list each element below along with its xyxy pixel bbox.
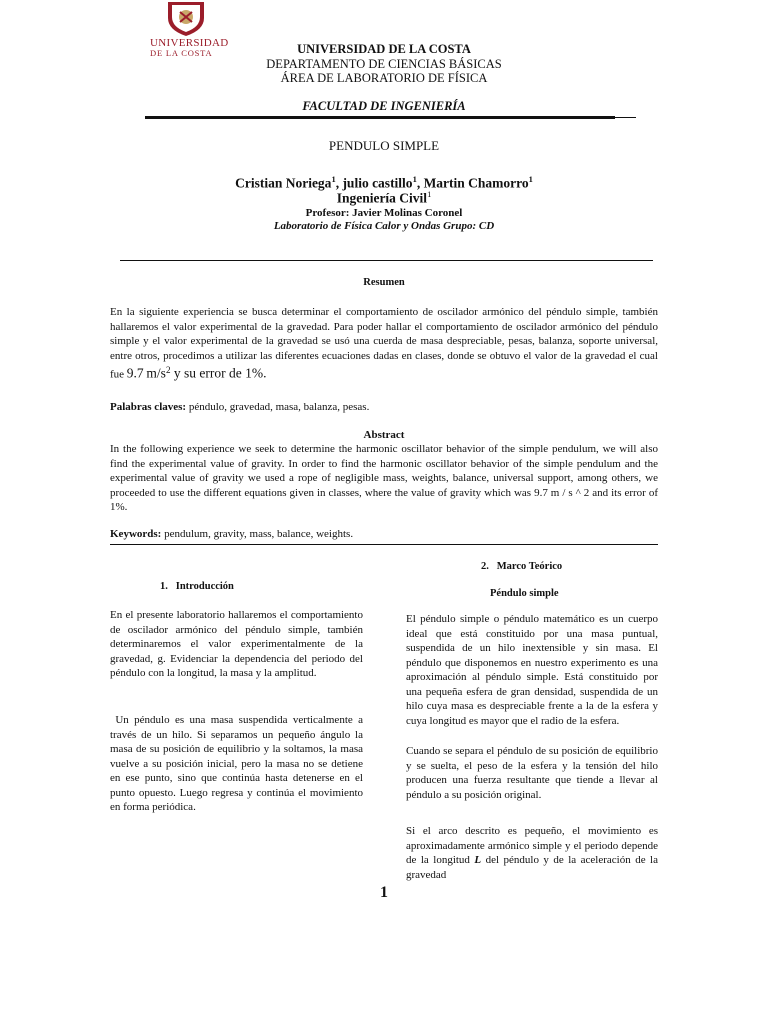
keywords-rule (110, 544, 658, 545)
keywords (110, 527, 658, 542)
abstract-heading: Abstract (363, 429, 405, 441)
marco-subheading: Péndulo simple (490, 588, 559, 599)
resumen-end: . (263, 365, 267, 381)
marco-p3-end: del péndulo y de la aceleración de la gravedad (406, 854, 658, 881)
career-name (0, 189, 768, 207)
career-label: Ingeniería Civil (336, 190, 428, 206)
author-affiliation: 1 (412, 174, 417, 184)
gravity-unit: m/s (146, 365, 166, 381)
resumen-middle: y su error de (170, 365, 246, 381)
gravity-value: 9.7 (126, 365, 144, 381)
marco-heading: 2. Marco Teórico (481, 561, 563, 572)
error-value: 1% (245, 365, 264, 381)
author-name: Cristian Noriega (235, 175, 332, 191)
intro-heading: 1. Introducción (160, 581, 234, 592)
resumen-heading: Resumen (363, 277, 405, 288)
gravity-unit-exponent: 2 (165, 365, 171, 375)
author-separator: , (335, 175, 343, 191)
author-affiliation: 1 (331, 174, 336, 184)
keywords-text: pendulum, gravity, mass, balance, weights. (161, 528, 354, 540)
abstract-text: In the following experience we seek to determine the harmonic oscillator behavior of the simple pendulum, we will also find the experimental value of gravity. In order to find the harmonic oscillator behavior of the simple pendulum and the experimental value of gravity we used a rope of negligible mass, weights, balance, universal support, among others, we proceeded to use the different equations given in classes, where the value of gravity which was 9.7 m / s ^ 2 and its error of 1%. (110, 443, 658, 513)
keywords-label: Keywords: (110, 528, 162, 540)
marco-paragraph-2: Cuando se separa el péndulo de su posición de equilibrio y se suelta, el peso de la esfera y la tensión del hilo producen una fuerza resultante que tiende a llevar al péndulo a su posición original. (406, 745, 658, 801)
faculty-name: FACULTAD DE INGENIERÍA (302, 99, 466, 113)
lab-group: Laboratorio de Física Calor y Ondas Grupo: CD (273, 220, 495, 232)
length-variable: L (474, 854, 482, 866)
title-rule (120, 260, 653, 261)
marco-paragraph-3 (406, 824, 658, 882)
paper-title: PENDULO SIMPLE (328, 138, 440, 153)
header-rule-tail (612, 117, 636, 118)
marco-p3-start: Si el arco descrito es pequeño, el movimiento es aproximadamente armónico simple y el periodo depende de la longitud (406, 825, 658, 866)
palabras-claves-label: Palabras claves: (110, 401, 187, 413)
resumen-text (110, 305, 658, 382)
department-name: DEPARTAMENTO DE CIENCIAS BÁSICAS (266, 57, 502, 71)
professor-name: Profesor: Javier Molinas Coronel (305, 207, 463, 219)
intro-paragraph-2: Un péndulo es una masa suspendida verticalmente a través de un hilo. Si separamos un pequeño ángulo la masa de su posición de equilibrio y la soltamos, la masa vuelve a su posición inicial, pero la masa no se detiene en ese punto, sino que continúa hasta detenerse en el punto opuesto. Luego regresa y continúa el movimiento en forma periódica. (110, 714, 363, 813)
header-rule (145, 116, 615, 119)
intro-paragraph-1: En el presente laboratorio hallaremos el comportamiento de oscilador armónico del péndulo simple, también determinaremos el valor experimentalmente de la gravedad, g. Evidenciar la dependencia del periodo del péndulo con la longitud, la masa y la amplitud. (110, 609, 363, 679)
resumen-body: En la siguiente experiencia se busca determinar el comportamiento de oscilador armónico del péndulo simple, también hallaremos el valor experimental de la gravedad. Para poder hallar el comportamiento de oscilador armónico del péndulo simple y el valor experimental de la gravedad se usó una cuerda de masa despreciable, pesas, balanza, soporte universal, entre otros, procedimos a utilizar las diferentes ecuaciones dadas en clases, donde se obtuvo el valor de la gravedad el cual fue (110, 306, 658, 381)
area-name: ÁREA DE LABORATORIO DE FÍSICA (280, 71, 488, 85)
logo-text-costa: DE LA COSTA (150, 48, 213, 58)
author-name: julio castillo (342, 175, 413, 191)
author-separator: , (416, 175, 424, 191)
logo-text-university: UNIVERSIDAD (150, 37, 229, 49)
author-name: Martin Chamorro (423, 175, 529, 191)
career-affiliation: 1 (427, 189, 432, 199)
palabras-claves (110, 400, 658, 415)
page-number: 1 (380, 884, 388, 901)
marco-paragraph-1: El péndulo simple o péndulo matemático es un cuerpo ideal que está constituido por una masa puntual, suspendida de un hilo inextensible y sin masa. El péndulo que disponemos en nuestro experimento es una aproximación al péndulo simple. Está constituido por una pequeña esfera de gran densidad, suspendida de un hilo cuya masa es despreciable frente a la de la esfera y cuya longitud es mayor que el radio de la esfera. (406, 613, 658, 727)
palabras-claves-text: péndulo, gravedad, masa, balanza, pesas. (186, 401, 370, 413)
university-name: UNIVERSIDAD DE LA COSTA (297, 42, 471, 56)
author-affiliation: 1 (528, 174, 533, 184)
